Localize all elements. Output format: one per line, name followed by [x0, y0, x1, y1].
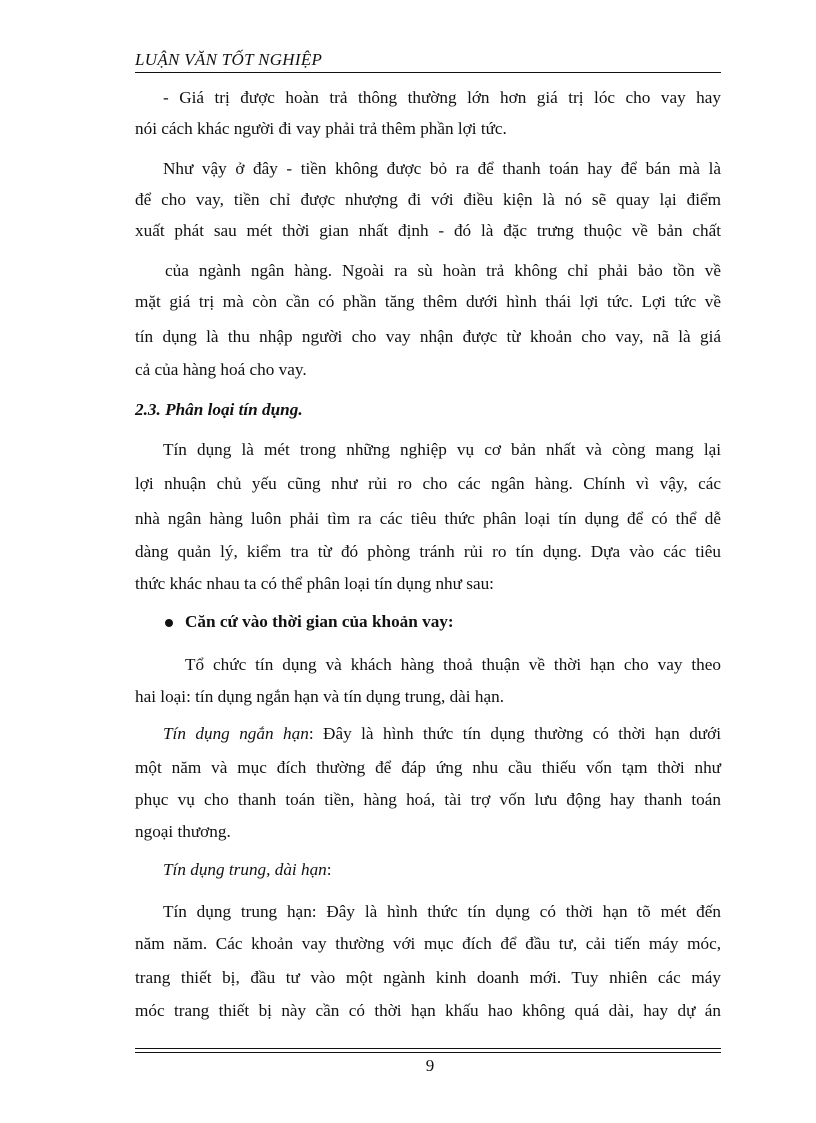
text-line: xuất phát sau mét thời gian nhất định - đó là đặc trưng thuộc về bản chất	[135, 221, 721, 240]
page-number: 9	[425, 1056, 435, 1075]
text-line: hai loại: tín dụng ngắn hạn và tín dụng trung, dài hạn.	[135, 687, 504, 706]
text-line: một năm và mục đích thường để đáp ứng nhu cầu thiếu vốn tạm thời như	[135, 758, 721, 777]
text-line: phục vụ cho thanh toán tiền, hàng hoá, tài trợ vốn lưu động hay thanh toán	[135, 790, 721, 809]
text-line: Tổ chức tín dụng và khách hàng thoả thuận về thời hạn cho vay theo	[185, 655, 721, 674]
text-line: Như vậy ở đây - tiền không được bỏ ra để thanh toán hay để bán mà là	[163, 159, 721, 178]
footer-rule	[135, 1052, 721, 1053]
text-line: Tín dụng là mét trong những nghiệp vụ cơ bản nhất và còng mang lại	[163, 440, 721, 459]
footer-rule	[135, 1048, 721, 1049]
page-header	[135, 50, 721, 73]
text-line-term	[163, 718, 721, 749]
text-line: - Giá trị được hoàn trả thông thường lớn hơn giá trị lóc cho vay hay	[163, 88, 721, 107]
text-line: mặt giá trị mà còn cần có phần tăng thêm dưới hình thái lợi tức. Lợi tức về	[135, 292, 721, 311]
text-line: dàng quản lý, kiểm tra từ đó phòng tránh rủi ro tín dụng. Dựa vào các tiêu	[135, 542, 721, 561]
term-text: :	[326, 860, 332, 879]
bullet-heading: Căn cứ vào thời gian của khoản vay:	[185, 612, 454, 631]
text-line: của ngành ngân hàng. Ngoài ra sù hoàn trả không chỉ phải bảo tồn về	[165, 261, 721, 280]
text-line: ngoại thương.	[135, 822, 231, 841]
text-line: để cho vay, tiền chỉ được nhượng đi với điều kiện là nó sẽ quay lại điểm	[135, 190, 721, 209]
text-line: nói cách khác người đi vay phải trả thêm phần lợi tức.	[135, 119, 507, 138]
text-line: tín dụng là thu nhập người cho vay nhận được từ khoản cho vay, nã là giá	[135, 327, 721, 346]
term-text: : Đây là hình thức tín dụng thường có thời hạn dưới	[308, 724, 721, 743]
text-line: Tín dụng trung hạn: Đây là hình thức tín dụng có thời hạn tõ mét đến	[163, 902, 721, 921]
section-heading: 2.3. Phân loại tín dụng.	[135, 400, 303, 419]
text-line: lợi nhuận chủ yếu cũng như rủi ro cho các ngân hàng. Chính vì vậy, các	[135, 474, 721, 493]
term-label: Tín dụng trung, dài hạn	[163, 860, 327, 879]
header-title: LUẬN VĂN TỐT NGHIỆP	[135, 50, 323, 69]
text-line: trang thiết bị, đầu tư vào một ngành kinh doanh mới. Tuy nhiên các máy	[135, 968, 721, 987]
text-line: năm năm. Các khoản vay thường với mục đích để đầu tư, cải tiến máy móc,	[135, 934, 721, 953]
text-line: thức khác nhau ta có thể phân loại tín dụng như sau:	[135, 574, 494, 593]
text-line: cả của hàng hoá cho vay.	[135, 360, 307, 379]
text-line: móc trang thiết bị này cần có thời hạn khấu hao không quá dài, hay dự án	[135, 1001, 721, 1020]
text-line: nhà ngân hàng luôn phải tìm ra các tiêu thức phân loại tín dụng để có thể dễ	[135, 509, 721, 528]
term-label: Tín dụng ngắn hạn	[163, 724, 309, 743]
text-line-term	[163, 854, 721, 885]
bullet-icon	[165, 619, 173, 627]
